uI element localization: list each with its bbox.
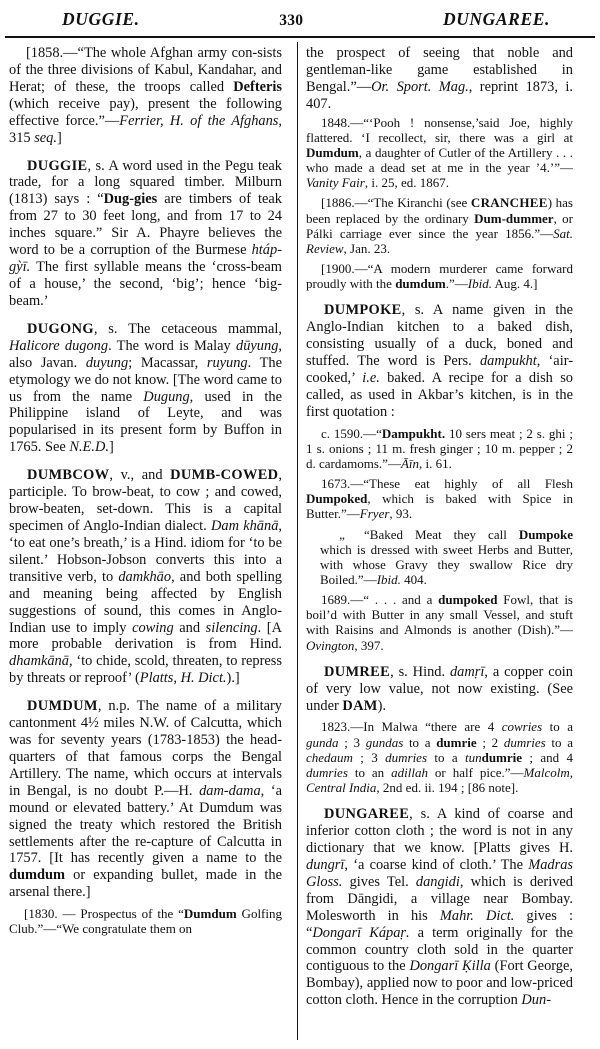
italic-damdama: dam-dama: [199, 782, 261, 799]
column-container: [0, 38, 600, 1040]
entry-body-7: (Fort George, Bombay), applied now to poor and low-priced cotton cloth. Hence in the corruption: [306, 958, 573, 1009]
entry-body-1: , s. A name given in the Anglo-Indian kitchen to a baked dish, consisting usually of a duck, boned and stuffed. The word is Pers.: [306, 302, 573, 369]
italic-tun: tun: [464, 749, 482, 765]
headword-dumpoke: DUMPOKE: [324, 302, 402, 319]
entry-body-1: , s. Hind.: [390, 663, 450, 680]
right-column: [291, 45, 573, 1040]
quote-bold-dumpoked: Dumpoked: [306, 491, 368, 507]
headword-duggie: DUGGIE: [27, 157, 88, 174]
entry-body-2: , ‘a mound or elevated battery.’ At Dumdum was signed the treaty which restored the British settlements after the re-capture of Calcutta in 1757. [It has recently given a name to the: [9, 782, 282, 867]
quote-bold-dampukht: Dampukht.: [381, 425, 446, 441]
entry-body-2: are timbers of teak from 27 to 30 feet long, and from 17 to 24 inches square.” Sir A. Phayre believes the word to be a corruption of the Burmese: [9, 191, 283, 259]
headword-dumree: DUMREE: [324, 663, 391, 680]
quote-source: Fryer: [359, 506, 390, 522]
quote-source: Ovington: [306, 637, 355, 653]
quote-tail: , 2nd ed. ii. 194 ; [86 note].: [376, 779, 519, 795]
entry-body-3: or expanding bullet, made in the arsenal there.]: [9, 867, 282, 901]
quote-f: ; 3: [352, 749, 386, 765]
entry-dungaree: [306, 806, 573, 1009]
quotation-or-sport-mag: [306, 45, 573, 291]
italic-macassar-term: ruyung: [206, 354, 248, 371]
quote-a: to a: [542, 719, 573, 735]
italic-dangidi: dangidi: [415, 873, 460, 890]
entry-body-1: , s. A word used in the Pegu teak trade, for a long squared timber. Milburn (1813) says : “: [9, 157, 282, 208]
italic-burmese-term: htáp-gỳī.: [9, 242, 282, 276]
quote-j: or half pice.”—: [427, 764, 524, 780]
quote-lead: [1900.—“A modern murderer came forward proudly with the: [306, 260, 573, 292]
quote-e: to a: [545, 734, 573, 750]
quote-page: 315: [9, 129, 35, 146]
italic-gunda: gunda: [306, 734, 339, 750]
entry-body-4: ; Macassar,: [128, 354, 207, 371]
italic-dugung: Dugung: [143, 388, 190, 405]
left-column: [9, 45, 291, 1040]
quote-tail: Aug. 4.]: [492, 276, 538, 292]
entry-body-6: a term originally for the common country cloth sold in the quarter contiguous to the: [306, 924, 573, 975]
running-head-left: DUGGIE.: [62, 9, 140, 29]
quote-lead: the prospect of seeing that noble and gentleman-like game established in Bengal.”—: [306, 45, 573, 95]
italic-damkhao: damkhāo: [118, 568, 172, 585]
italic-javan-term: duyung: [85, 354, 129, 371]
quote-tail: , reprint 1873, i. 407.: [306, 78, 573, 112]
quote-lead: [1830. — Prospectus of the “: [24, 906, 184, 922]
italic-species-name: Halicore dugong: [9, 337, 109, 354]
italic-ned-reference: N.E.D.: [69, 439, 109, 456]
quote-bold-dumdum: dumdum: [395, 276, 446, 292]
quote-lead: 1689.—“ . . . and a: [321, 592, 439, 608]
italic-platts-reference: Platts, H. Dict.: [139, 670, 227, 687]
entry-body-1: , participle. To brow-beat, to cow ; and cowed, brow-beaten, set-down. This is a capital specimen of Anglo-Indian dialect.: [9, 467, 282, 534]
quotation-1830: [9, 906, 282, 936]
headword-dugong: DUGONG: [27, 320, 94, 337]
quote-bold-dumpoked: dumpoked: [438, 592, 498, 608]
italic-gundas: gundas: [365, 734, 404, 750]
italic-adillah: adillah: [391, 764, 428, 780]
entry-body-4: and: [173, 619, 206, 636]
quote-mid: .”—: [445, 276, 468, 292]
quote-mid: Fowl, that is boil’d with Butter in any small Vessel, and stuft with Raisins and Almonds is another (Dish).”—: [306, 592, 573, 638]
entry-body-1: , s. A kind of coarse and inferior cotton cloth ; the word is not in any dictionary that we know. [Platts gives H.: [306, 806, 573, 856]
entry-body-5: gives : “: [306, 907, 573, 941]
entry-dugong: [9, 321, 282, 456]
quote-mid: , which is baked with Spice in Butter.”—: [306, 491, 573, 522]
quote-lead: “Baked Meat they call: [364, 526, 519, 542]
quotation-ditto: [306, 527, 573, 588]
entry-body-5: . [A more probable derivation is from Hind.: [9, 619, 282, 653]
quote-bold-defteris: Defteris: [233, 78, 282, 95]
quote-source: Malcolm, Central India: [306, 764, 573, 795]
quote-tail: , 397.: [354, 637, 384, 653]
italic-dongari-killa: Dongarī Ḳilla: [409, 958, 491, 975]
entry-body-3: The first syllable means the ‘cross-beam of a house,’ the second, ‘big’; hence ‘big-beam.’: [9, 259, 282, 309]
entry-body-7: ]: [108, 439, 114, 456]
entry-mid-1: , v., and: [109, 467, 171, 484]
entry-body-6: ‘to chide, scold, threaten, to repress by threats or reproof’ (: [9, 653, 282, 687]
quote-source: Āīn: [400, 455, 420, 471]
quote-text: [1858.—“The whole Afghan army con-sists of the three divisions of Kabul, Kandahar, and Herat; of these, the troops called: [9, 45, 282, 95]
italic-chedaum: chedaum: [306, 749, 353, 765]
quote-mid: which is dressed with sweet Herbs and Butter, with whose Gravy they swallow Rice dry Boiled.”—: [320, 541, 573, 587]
column-divider: [297, 42, 298, 1040]
italic-dumries-2: dumries: [385, 749, 428, 765]
quote-b: ; 3: [338, 734, 366, 750]
headword-dumdum: DUMDUM: [27, 698, 98, 715]
quote-lead: 1823.—In Malwa “there are 4: [321, 719, 502, 735]
italic-ie: i.e.: [362, 369, 380, 386]
entry-dumree: [306, 664, 573, 795]
quote-h: ; and 4: [522, 749, 573, 765]
italic-dongari-kapar: Dongarī Kápaṛ.: [312, 924, 410, 941]
italic-dhamkana: dhamkānā,: [9, 653, 73, 670]
bold-duggies: Dug-gies: [103, 191, 158, 208]
cross-reference-cranchee: CRANCHEE: [470, 195, 548, 211]
entry-body-3: , also Javan.: [9, 337, 283, 371]
quote-tail: , i. 61.: [419, 455, 452, 471]
quote-g: to a: [427, 749, 465, 765]
italic-dumries: dumries: [503, 734, 546, 750]
quotation-1886: [306, 195, 573, 256]
italic-dumries-3: dumries: [306, 764, 348, 780]
italic-dun-catchword: Dun-: [521, 992, 551, 1009]
running-head-right: DUNGAREE.: [442, 9, 550, 29]
entry-body-3: baked. A recipe for a dish so called, as used in Akbar’s kitchen, is in the first quotation :: [306, 369, 573, 420]
page-number: 330: [279, 12, 304, 29]
italic-dampukht: dampukht: [479, 353, 537, 369]
italic-damri: damṛī: [449, 663, 485, 680]
entry-body-3: ).: [377, 697, 387, 714]
bold-dumdum: dumdum: [9, 867, 65, 884]
quote-lead: 1848.—“‘Pooh ! nonsense,’said Joe, highly flattered. ‘I recollect, sir, there was a girl at: [306, 114, 573, 145]
quote-mid-2: , or Pálki carriage ever since the year 1856.”—: [306, 210, 573, 241]
entry-body-5: . The etymology we do not know. [The word came to us from the name: [9, 354, 282, 405]
headword-dungaree: DUNGAREE: [324, 806, 410, 823]
quote-lead: c. 1590.—“: [321, 425, 382, 441]
quote-source: Ibid.: [467, 276, 492, 292]
entry-dumpoke: [306, 302, 573, 652]
entry-dumbcow: [9, 467, 282, 687]
quote-tail: , 93.: [389, 506, 413, 522]
running-head: [0, 0, 600, 30]
entry-body-6: , used in the Philippine island of Leyte, and was popularised in its present form by Buffon in 1765. See: [9, 388, 283, 456]
cross-reference-dam: DAM: [342, 697, 378, 714]
headword-dumbcowed: DUMB-COWED: [170, 467, 279, 484]
quote-source: Ibid.: [376, 571, 401, 587]
quote-lead: 1673.—“These eat highly of all Flesh: [321, 476, 573, 492]
quote-tail: , i. 25, ed. 1867.: [364, 175, 449, 191]
italic-dam-khana: Dam khānā: [211, 517, 279, 534]
quote-source: Sat. Review: [306, 225, 573, 256]
entry-body-4: , which is derived from Dāngidi, a village near Bombay. Molesworth in his: [306, 873, 573, 924]
quote-lead: [1886.—“The Kiranchi (see: [321, 195, 471, 211]
italic-malay-term: dūyung: [236, 337, 279, 354]
entry-body-3: , and both spelling and meaning being affected by English suggestions of sound, this comes in Anglo-Indian use to imply: [9, 568, 282, 636]
quote-bold-dumdum: Dumdum: [306, 144, 359, 160]
quote-mid: , a daughter of Cutler of the Artillery . . . who made a dead set at me in the year ’4.’”—: [306, 144, 573, 176]
quote-source: Ferrier, H. of the Afghans,: [119, 112, 283, 129]
bold-dumrie: dumrie: [436, 734, 477, 750]
italic-mahr-dict: Mahr. Dict.: [439, 907, 515, 924]
italic-cowing: cowing: [132, 619, 174, 636]
entry-body-1: , n.p. The name of a military cantonment 4½ miles N.W. of Calcutta, which was for seventy years (1783-1853) the head-quarters of that famous corps the Bengal Artillery. The name, which occurs at intervals in Bengal, is no doubt P.—H.: [9, 698, 282, 799]
quote-bold-dumdum: Dumdum: [183, 906, 237, 922]
quote-i: to an: [347, 764, 392, 780]
quotation-1900: [306, 261, 573, 291]
quote-mid-1: ) has been replaced by the ordinary: [306, 195, 573, 226]
bold-dumrie-2: dumrie: [481, 749, 523, 765]
headword-dumbcow: DUMBCOW: [27, 467, 110, 484]
quotation-1689: [306, 592, 573, 653]
quotation-1673: [306, 476, 573, 521]
quote-tail: Golfing Club.”—“We congratulate them on: [9, 906, 282, 937]
italic-madras-gloss: Madras Gloss.: [306, 856, 573, 890]
quote-bold-dumpoke: Dumpoke: [518, 526, 573, 542]
italic-dungri: dungrī: [306, 856, 345, 873]
quotation-1848: [306, 115, 573, 191]
quote-seq: seq.: [34, 129, 57, 146]
entry-body-3: gives Tel.: [342, 873, 416, 890]
entry-body-2: , ‘a coarse kind of cloth.’ The: [344, 856, 529, 873]
entry-body-2: , ‘to eat one’s breath,’ is a Hind. idiom for ‘to be silent.’ Hobson-Jobson converts this into a transitive verb, to: [9, 517, 282, 585]
quote-tail: 404.: [400, 571, 427, 587]
quote-tail: , Jan. 23.: [343, 240, 391, 256]
quote-text-2: (which receive pay), present the following effective force.”—: [9, 95, 282, 129]
quote-mid: 10 sers meat ; 2 s. ghi ; 1 s. onions ; 11 m. fresh ginger ; 10 m. pepper ; 2 d. cardamoms.”—: [306, 425, 573, 471]
quote-d: ; 2: [476, 734, 504, 750]
entry-body-7: ).]: [226, 670, 240, 687]
quote-bold-dumdummer: Dum-dummer: [474, 210, 554, 226]
quotation-1823: [306, 719, 573, 795]
entry-body-1: , s. The cetaceous mammal,: [93, 320, 282, 337]
ditto-mark: „: [339, 526, 345, 542]
entry-duggie: [9, 158, 282, 310]
entry-body-2: , a copper coin of very low value, not now existing. (See under: [306, 663, 573, 714]
quote-close: ]: [56, 129, 62, 146]
entry-dumdum: [9, 698, 282, 936]
quote-source: Vanity Fair: [306, 175, 365, 191]
entry-body-2: . The word is Malay: [108, 337, 237, 354]
italic-silencing: silencing: [205, 619, 258, 636]
quotation-afghan: [9, 45, 282, 147]
italic-cowries: cowries: [501, 719, 543, 735]
quote-c: to a: [403, 734, 437, 750]
entry-body-2: , ‘air-cooked,’: [306, 353, 573, 386]
quote-source: Or. Sport. Mag.: [371, 78, 469, 95]
quotation-1590: [306, 426, 573, 471]
